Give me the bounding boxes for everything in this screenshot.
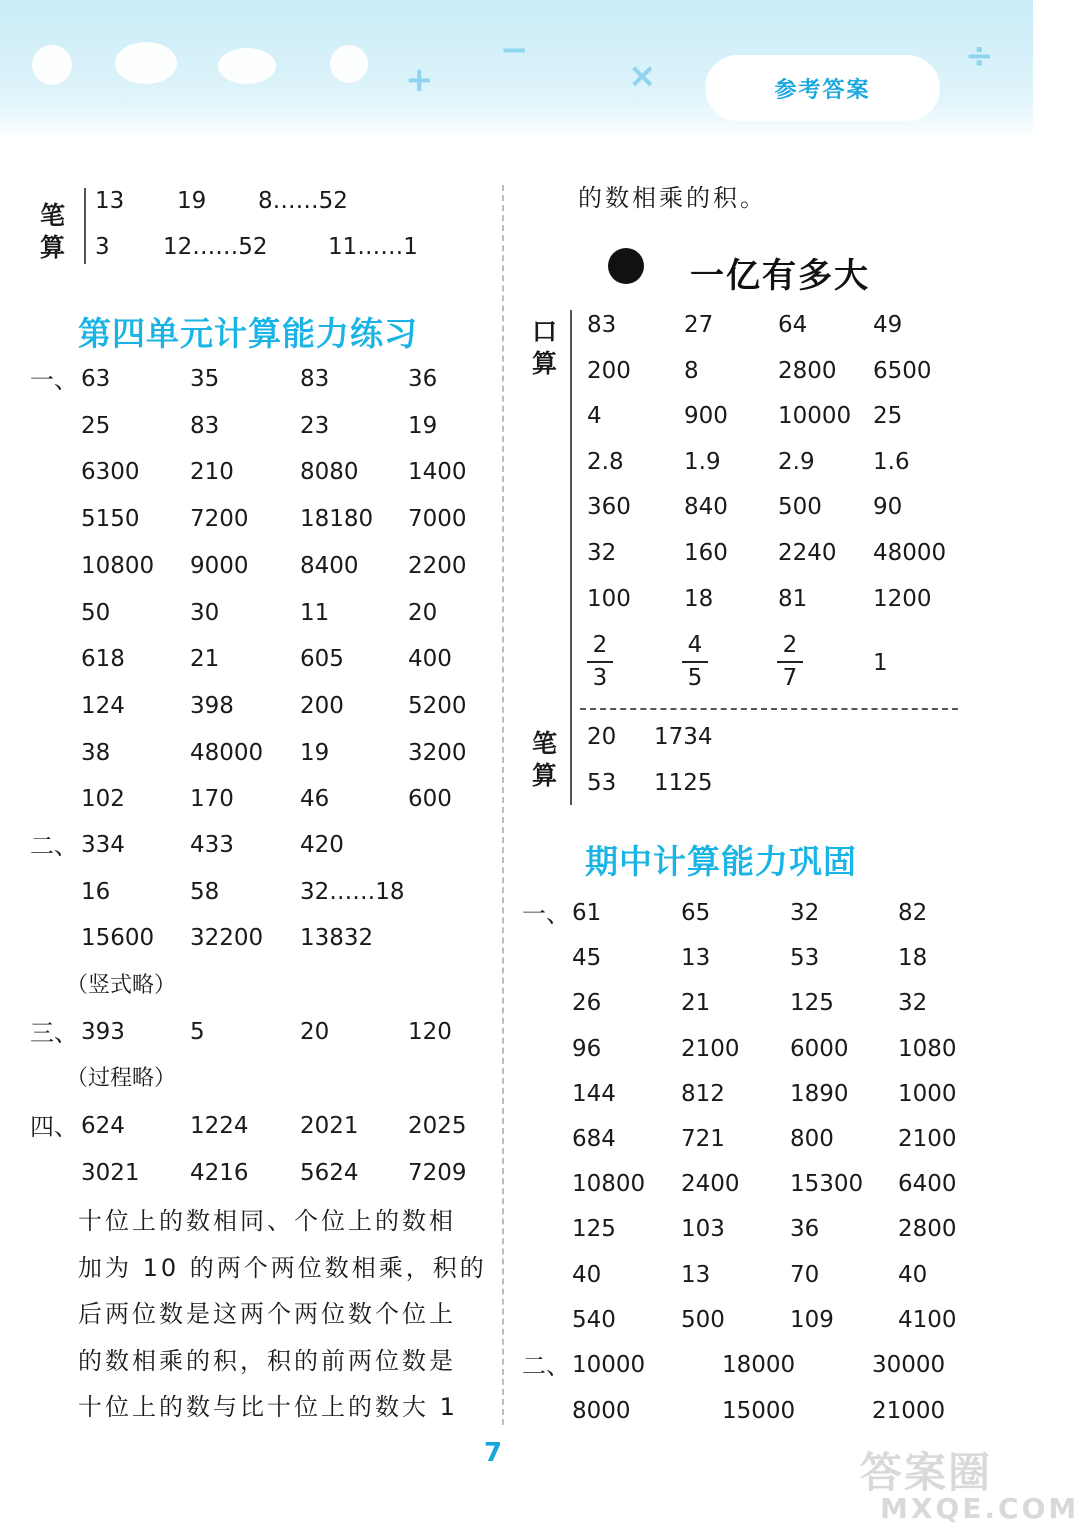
answer-value: 721 [681,1126,725,1152]
answer-value: 10000 [778,403,852,430]
answer-key-badge: 参考答案 [705,55,940,121]
answer-value: 40 [898,1261,928,1288]
answer-value: 30000 [872,1352,946,1378]
fraction-value [682,634,708,690]
answer-value: 812 [681,1080,725,1107]
answer-value: 58 [190,878,220,905]
answer-value: 18000 [722,1352,796,1378]
fraction-denominator: 3 [592,665,608,691]
answer-value: 1125 [654,770,713,796]
answer-value: 1.6 [873,448,910,475]
answer-value: 18180 [300,506,374,533]
answer-value: 11……1 [328,234,418,260]
answer-value: 27 [684,312,714,338]
answer-value: 2.9 [778,448,815,475]
answer-value: 83 [190,412,220,439]
answer-value: 1400 [408,459,467,486]
answer-value: 210 [190,459,234,486]
answer-value: 49 [873,312,903,338]
fraction-value [777,634,803,690]
answer-value: 1.9 [684,448,721,475]
continuation-text: 的数相乘的积。 [578,184,767,212]
answer-value: 8400 [300,552,359,579]
bisuan-label: 笔算 [40,201,66,262]
answer-value: 18 [684,585,714,612]
answer-value: 1000 [898,1080,957,1107]
fraction-denominator: 7 [782,665,798,691]
answer-value: 103 [681,1216,725,1243]
answer-value: 20 [587,724,617,750]
times-icon: × [628,56,657,96]
answer-value: 21 [190,646,220,673]
answer-value: 2021 [300,1113,359,1139]
answer-value: 160 [684,540,728,566]
answer-value: 9000 [190,552,249,579]
answer-value: 433 [190,832,234,858]
answer-value: 10800 [81,552,155,579]
answer-value: 5200 [408,692,467,719]
answer-value: 2240 [778,540,837,566]
answer-value: 82 [898,900,928,926]
label-rule [570,310,572,805]
answer-value: 50 [81,599,111,626]
column-divider [502,185,504,1425]
answer-value: 100 [587,585,631,612]
answer-value: 45 [572,945,602,972]
answer-value: 500 [681,1306,725,1333]
answer-value: 6000 [790,1035,849,1062]
answer-value: 13 [681,1261,711,1288]
answer-value: 500 [778,494,822,521]
part2-label: 二、 [30,832,78,860]
answer-value: 540 [572,1306,616,1333]
paragraph-line: 加为 10 的两个两位数相乘，积的 [78,1253,487,1282]
answer-value: 6400 [898,1171,957,1198]
paragraph-line: 后两位数是这两个两位数个位上 [78,1300,456,1328]
answer-value: 1734 [654,724,713,750]
answer-value: 53 [790,945,820,972]
answer-value: 360 [587,494,631,521]
snowflake-icon [330,45,368,83]
answer-value: 83 [300,366,330,392]
answer-value: 1200 [873,585,932,612]
answer-value: 7000 [408,506,467,533]
answer-value: 144 [572,1080,616,1107]
answer-value: 13832 [300,925,374,952]
answer-value: 334 [81,832,125,858]
answer-value: 200 [300,692,344,719]
bullet-icon [608,248,644,284]
answer-value: 125 [790,990,834,1017]
answer-value: 15300 [790,1171,864,1198]
answer-value: 4 [587,403,602,430]
answer-value: 605 [300,646,344,673]
cloud-icon [218,48,276,84]
answer-value: 2800 [778,357,837,384]
answer-value: 38 [81,739,111,766]
answer-value: 2400 [681,1171,740,1198]
answer-value: 19 [300,739,330,766]
answer-value: 21000 [872,1397,946,1424]
cloud-icon [115,42,177,84]
answer-value: 48000 [190,739,264,766]
answer-value: 32……18 [300,878,405,905]
answer-value: 15600 [81,925,155,952]
watermark-logo: 答案圈 [860,1448,993,1497]
answer-value: 25 [81,412,111,439]
answer-value: 15000 [722,1397,796,1424]
answer-value: 840 [684,494,728,521]
fraction-numerator: 2 [592,632,608,658]
answer-value: 7209 [408,1159,467,1186]
answer-value: 18 [898,945,928,972]
fraction-numerator: 2 [782,632,798,658]
answer-value: 12……52 [163,234,268,260]
answer-value: 13 [95,188,125,214]
answer-value: 4100 [898,1306,957,1333]
answer-value: 125 [572,1216,616,1243]
answer-value: 30 [190,599,220,626]
answer-value: 3 [95,234,110,260]
answer-value: 5 [190,1019,205,1045]
section-title-yiyi: 一亿有多大 [690,256,870,296]
part3-label: 三、 [30,1019,78,1047]
answer-value: 70 [790,1261,820,1288]
fraction-denominator: 5 [687,665,703,691]
paragraph-line: 的数相乘的积，积的前两位数是 [78,1346,456,1375]
answer-value: 2025 [408,1113,467,1139]
fraction-numerator: 4 [687,632,703,658]
fraction-bar [587,661,613,663]
answer-value: 20 [408,599,438,626]
answer-value: 5150 [81,506,140,533]
answer-value: 4216 [190,1159,249,1186]
part4-label: 四、 [30,1113,78,1141]
answer-value: 11 [300,599,330,626]
bisuan-label: 笔算 [532,729,558,790]
answer-value: 2200 [408,552,467,579]
answer-value: 120 [408,1019,452,1045]
fraction-value [587,634,613,690]
answer-value: 8000 [572,1397,631,1424]
answer-value: 19 [408,412,438,439]
page-number: 7 [484,1438,503,1468]
part1-label: 一、 [30,366,78,394]
fraction-bar [777,661,803,663]
answer-value: 61 [572,900,602,926]
answer-value: 3200 [408,739,467,766]
answer-value: 420 [300,832,344,858]
answer-value: 102 [81,786,125,813]
part2-note: （竖式略） [66,973,177,998]
answer-value: 1 [873,650,888,676]
answer-value: 10800 [572,1171,646,1198]
answer-value: 6500 [873,357,932,384]
cloud-icon [32,45,72,85]
answer-value: 393 [81,1019,125,1045]
answer-value: 32200 [190,925,264,952]
answer-value: 90 [873,494,903,521]
answer-value: 32 [790,900,820,926]
answer-value: 64 [778,312,808,338]
answer-value: 800 [790,1126,834,1152]
answer-value: 46 [300,786,330,813]
answer-value: 5624 [300,1159,359,1186]
answer-value: 53 [587,770,617,796]
paragraph-line: 十位上的数相同、个位上的数相 [78,1207,456,1235]
answer-value: 618 [81,646,125,673]
answer-value: 19 [177,188,207,214]
answer-value: 81 [778,585,808,612]
part2-label: 二、 [522,1352,570,1380]
answer-value: 2800 [898,1216,957,1243]
answer-value: 2.8 [587,448,624,475]
section-title-midterm: 期中计算能力巩固 [585,842,857,881]
dashed-separator [580,708,958,710]
answer-value: 7200 [190,506,249,533]
answer-value: 48000 [873,540,947,566]
divide-icon: ÷ [965,36,994,76]
paragraph-line: 十位上的数与比十位上的数大 1 [78,1393,458,1421]
answer-value: 35 [190,366,220,392]
answer-value: 16 [81,878,111,905]
answer-value: 1080 [898,1035,957,1062]
section-title-unit4: 第四单元计算能力练习 [78,314,418,353]
answer-value: 170 [190,786,234,813]
answer-value: 109 [790,1306,834,1333]
answer-value: 63 [81,366,111,392]
answer-value: 2100 [898,1126,957,1152]
answer-value: 26 [572,990,602,1017]
answer-value: 2100 [681,1035,740,1062]
label-rule [84,188,86,264]
fraction-bar [682,661,708,663]
answer-value: 6300 [81,459,140,486]
answer-value: 25 [873,403,903,430]
part3-note: （过程略） [66,1066,177,1091]
answer-value: 624 [81,1113,125,1139]
minus-icon: − [500,30,529,70]
answer-value: 32 [898,990,928,1017]
answer-value: 8……52 [258,188,348,214]
answer-value: 8080 [300,459,359,486]
watermark-url: MXQE.COM [880,1492,1079,1525]
answer-value: 23 [300,412,330,439]
answer-value: 8 [684,357,699,384]
answer-value: 684 [572,1126,616,1152]
answer-value: 124 [81,692,125,719]
answer-value: 65 [681,900,711,926]
answer-value: 900 [684,403,728,430]
kousuan-label: 口算 [532,317,558,378]
plus-icon: + [405,60,434,100]
answer-value: 40 [572,1261,602,1288]
answer-value: 200 [587,357,631,384]
part1-label: 一、 [522,900,570,928]
answer-value: 36 [408,366,438,392]
answer-value: 36 [790,1216,820,1243]
answer-value: 398 [190,692,234,719]
answer-value: 32 [587,540,617,566]
answer-value: 21 [681,990,711,1017]
answer-value: 600 [408,786,452,813]
answer-value: 83 [587,312,617,338]
answer-value: 20 [300,1019,330,1045]
answer-value: 1890 [790,1080,849,1107]
answer-value: 10000 [572,1352,646,1378]
answer-value: 13 [681,945,711,972]
answer-value: 3021 [81,1159,140,1186]
answer-value: 1224 [190,1113,249,1139]
answer-value: 400 [408,646,452,673]
answer-value: 96 [572,1035,602,1062]
